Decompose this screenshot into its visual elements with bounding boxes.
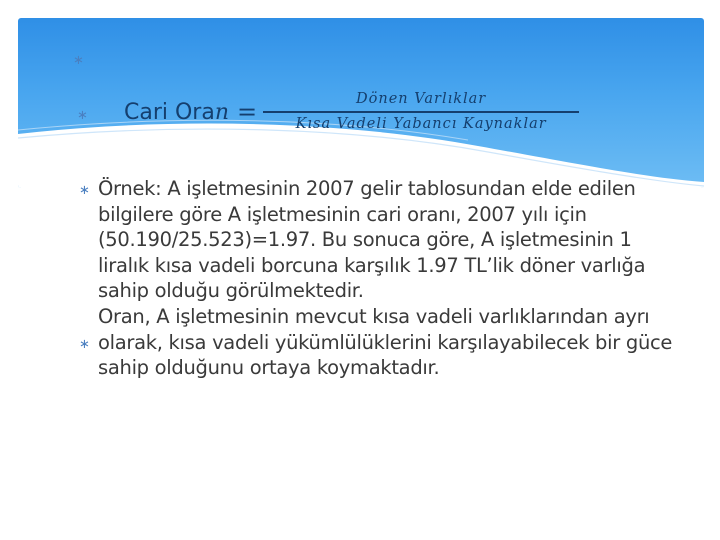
formula-fraction (263, 90, 579, 133)
bullet-icon: ∗ (79, 337, 90, 352)
bullet-icon: ∗ (79, 183, 90, 198)
formula-numerator: Dönen Varlıklar (356, 91, 487, 108)
formula-lhs-italic: n (214, 99, 230, 125)
formula-lhs (124, 100, 229, 125)
formula-lhs-text: Cari Ora (124, 99, 215, 125)
formula-equals: = (237, 98, 258, 126)
bullet-icon: ∗ (77, 108, 88, 123)
fraction-bar (263, 111, 579, 112)
formula-denominator: Kısa Vadeli Yabancı Kaynaklar (295, 115, 547, 132)
paragraph-example: Örnek: A işletmesinin 2007 gelir tablosundan elde edilen bilgilere göre A işletmesinin cari oranı, 2007 yılı için (50.190/25.523)=1.97. Bu sonuca göre, A işletmesinin 1 liralık kısa vadeli borcuna karşılık 1.97 TL’lik döner varlığa sahip olduğu görülmektedir. (98, 177, 646, 303)
bullet-icon: ∗ (73, 53, 84, 68)
body-text (98, 176, 678, 381)
paragraph-interpretation: Oran, A işletmesinin mevcut kısa vadeli varlıklarından ayrı olarak, kısa vadeli yükümlülüklerini karşılayabilecek bir güce sahip olduğunu ortaya koymaktadır. (98, 304, 673, 380)
current-ratio-formula (124, 86, 579, 138)
